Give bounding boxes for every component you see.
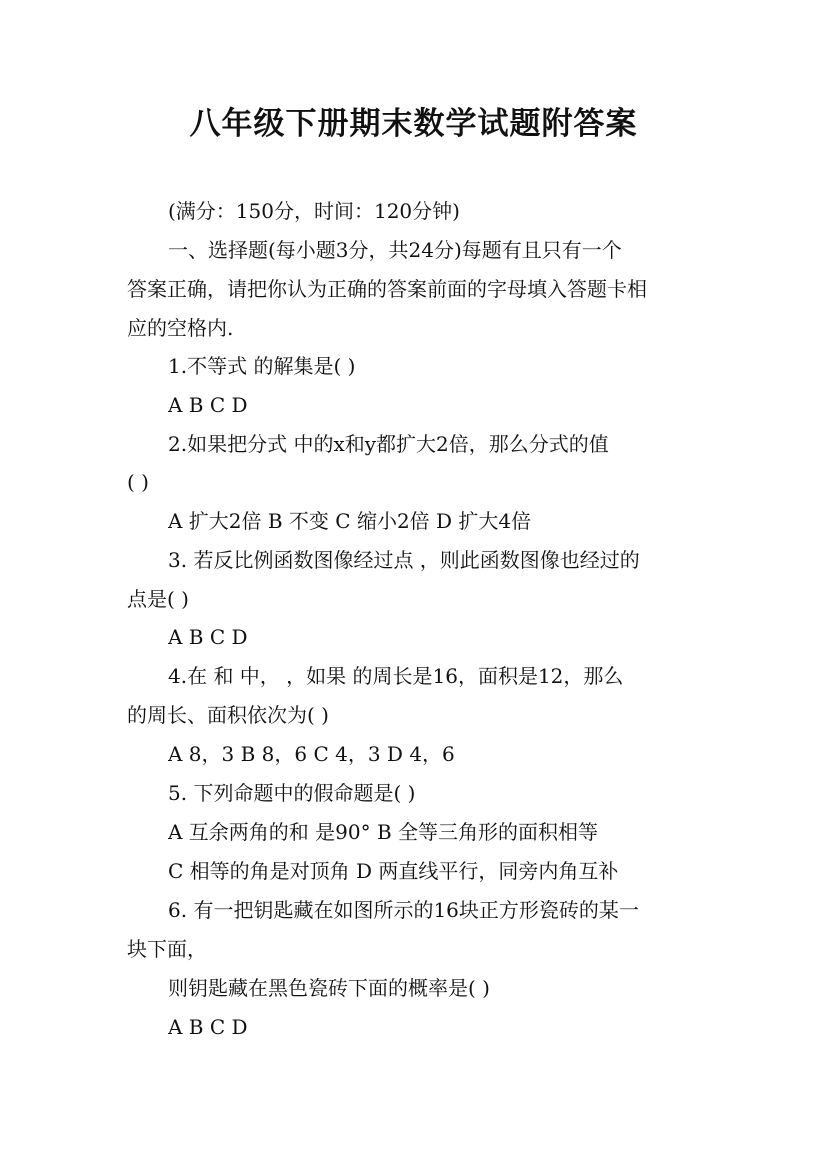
question-4-continued: 的周长、面积依次为( ) bbox=[127, 703, 329, 727]
question-5: 5. 下列命题中的假命题是( ) bbox=[168, 781, 416, 805]
question-6-options: A B C D bbox=[168, 1015, 248, 1039]
page-title: 八年级下册期末数学试题附答案 bbox=[189, 106, 638, 142]
question-5-options-ab: A 互余两角的和 是90° B 全等三角形的面积相等 bbox=[168, 820, 599, 844]
question-3-continued: 点是( ) bbox=[127, 587, 189, 611]
question-6-prompt: 则钥匙藏在黑色瓷砖下面的概率是( ) bbox=[168, 976, 490, 1000]
exam-info: (满分：150分，时间：120分钟) bbox=[168, 199, 460, 223]
question-6: 6. 有一把钥匙藏在如图所示的16块正方形瓷砖的某一 bbox=[168, 898, 639, 922]
question-4: 4.在 和 中， ，如果 的周长是16，面积是12，那么 bbox=[168, 664, 624, 688]
instruction-line: 应的空格内. bbox=[127, 316, 234, 340]
question-6-continued: 块下面， bbox=[127, 937, 207, 961]
question-2-continued: ( ) bbox=[127, 470, 149, 494]
question-5-options-cd: C 相等的角是对顶角 D 两直线平行，同旁内角互补 bbox=[168, 859, 619, 883]
question-1-options: A B C D bbox=[168, 393, 248, 417]
question-1: 1.不等式 的解集是( ) bbox=[168, 354, 356, 378]
section-heading: 一、选择题(每小题3分，共24分)每题有且只有一个 bbox=[168, 238, 622, 262]
question-3-options: A B C D bbox=[168, 625, 248, 649]
question-4-options: A 8，3 B 8，6 C 4，3 D 4，6 bbox=[168, 742, 455, 766]
question-2-options: A 扩大2倍 B 不变 C 缩小2倍 D 扩大4倍 bbox=[168, 509, 532, 533]
question-3: 3. 若反比例函数图像经过点 ，则此函数图像也经过的 bbox=[168, 548, 640, 572]
question-2: 2.如果把分式 中的x和y都扩大2倍，那么分式的值 bbox=[168, 432, 609, 456]
instruction-line: 答案正确，请把你认为正确的答案前面的字母填入答题卡相 bbox=[127, 277, 647, 301]
